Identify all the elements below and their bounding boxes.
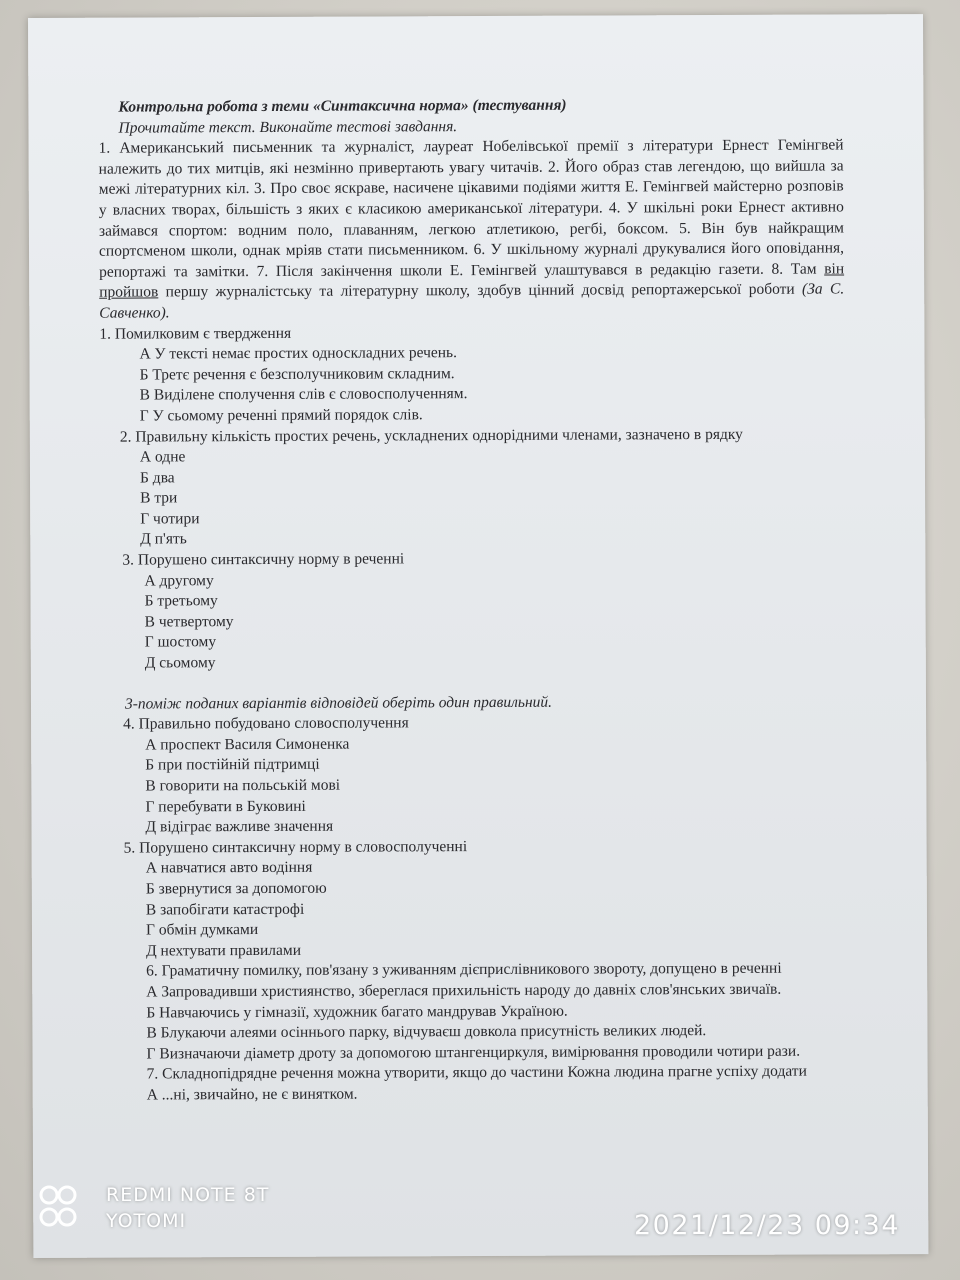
- q3-option-b: Б третьому: [144, 592, 218, 610]
- question-3: 3. Порушено синтаксичну норму в реченні: [122, 550, 405, 569]
- watermark-owner: YOTOMI: [106, 1210, 187, 1232]
- q3-option-c: В четвертому: [144, 612, 234, 631]
- q2-option-e: Д п'ять: [140, 530, 187, 548]
- q4-option-a: А проспект Василя Симоненка: [145, 735, 350, 754]
- q5-option-d: Г обмін думками: [145, 921, 259, 939]
- question-7: 7. Складнопідрядне речення можна утворити, якщо до частини Кожна людина прагне успіху додати: [146, 1062, 807, 1083]
- question-1: 1. Помилковим є твердження: [99, 324, 292, 343]
- q6-option-a: А Запровадивши християнство, збереглася прихильність народу до давніх слов'янських звичаїв.: [146, 980, 782, 1001]
- q2-option-a: А одне: [139, 448, 186, 466]
- reading-text: [99, 136, 845, 325]
- highlighted-phrase: він пройшов: [99, 260, 845, 302]
- text-source: (За С. Савченко).: [99, 280, 845, 322]
- q6-option-d: Г Визначаючи діаметр дроту за допомогою штангенциркуля, вимірювання проводили чотири рази.: [146, 1042, 801, 1063]
- test-paper-sheet: [28, 14, 928, 1258]
- q3-option-e: Д сьомому: [144, 654, 216, 672]
- q4-option-e: Д відіграє важливе значення: [145, 817, 334, 836]
- q4-option-b: Б при постійній підтримці: [145, 756, 320, 774]
- q1-option-a: А У тексті немає простих односкладних речень.: [139, 344, 458, 363]
- section-2-instruction: 3-поміж поданих варіантів відповідей оберіть один правильний.: [124, 693, 553, 713]
- watermark-text: [106, 1182, 269, 1234]
- q3-option-a: А другому: [144, 571, 214, 590]
- question-6: 6. Граматичну помилку, пов'язану з уживанням дієприслівникового звороту, допущено в реченні: [146, 960, 782, 980]
- q1-option-d: Г У сьомому реченні прямий порядок слів.: [139, 406, 423, 425]
- q7-option-a: А ...ні, звичайно, не є винятком.: [146, 1085, 358, 1104]
- instruction: Прочитайте текст. Виконайте тестові завдання.: [118, 117, 458, 137]
- q4-option-d: Г перебувати в Буковині: [145, 797, 306, 816]
- q4-option-c: В говорити на польській мові: [145, 776, 341, 795]
- q5-option-c: В запобігати катастрофі: [145, 900, 305, 919]
- reading-text-part2: першу журналістську та літературну школу, здобув цінний досвід репортажерської роботи: [158, 280, 803, 301]
- question-5: 5. Порушено синтаксичну норму в словосполученні: [123, 837, 468, 857]
- question-4: 4. Правильно побудовано словосполучення: [123, 714, 409, 733]
- document-content: [98, 94, 847, 1106]
- q6-option-b: Б Навчаючись у гімназії, художник багато мандрував Україною.: [146, 1002, 568, 1022]
- q2-option-c: В три: [140, 489, 178, 507]
- q3-option-d: Г шостому: [144, 633, 217, 651]
- q1-option-b: Б Третє речення є безсполучниковим складним.: [139, 364, 455, 384]
- photo-timestamp: 2021/12/23 09:34: [634, 1210, 901, 1241]
- q2-option-d: Г чотири: [140, 510, 200, 528]
- question-2: 2. Правильну кількість простих речень, ускладнених однорідними членами, зазначено в рядку: [119, 425, 743, 446]
- watermark-device: REDMI NOTE 8T: [106, 1184, 270, 1206]
- camera-logo-icon: [38, 1182, 90, 1232]
- q1-option-c: В Виділене сполучення слів є словосполученням.: [139, 385, 468, 404]
- reading-text-part1: 1. Американський письменник та журналіст, лауреат Нобелівської премії з літератури Ернест Гемінгвей належить до тих митців, які незмінно привертають увагу читачів. 2. Його образ став легендою, що вийшла за межі літературних кіл. 3. Про своє яскраве, насичене цікавими подіями життя Е. Гемінгвей майстерно розповів у власних творах, більшість з яких є класикою американської літератури. 4. У шкільні роки Ернест активно займався спортом: водним поло, плаванням, легкою атлетикою, регбі, боксом. 5. Він був найкращим спортсменом школи, однак мріяв стати письменником. 6. У шкільному журналі друкувалися його оповідання, репортажі та замітки. 7. Після закінчення школи Е. Гемінгвей улаштувався в редакцію газети. 8. Там: [98, 136, 845, 281]
- q5-option-a: А навчатися авто водіння: [145, 859, 313, 877]
- q5-option-e: Д нехтувати правилами: [146, 941, 302, 960]
- document-title: Контрольна робота з теми «Синтаксична норма» (тестування): [118, 96, 567, 116]
- q6-option-c: В Блукаючи алеями осіннього парку, відчуваєш довкола присутність великих людей.: [146, 1022, 707, 1042]
- q2-option-b: Б два: [139, 469, 175, 487]
- q5-option-b: Б звернутися за допомогою: [145, 879, 327, 898]
